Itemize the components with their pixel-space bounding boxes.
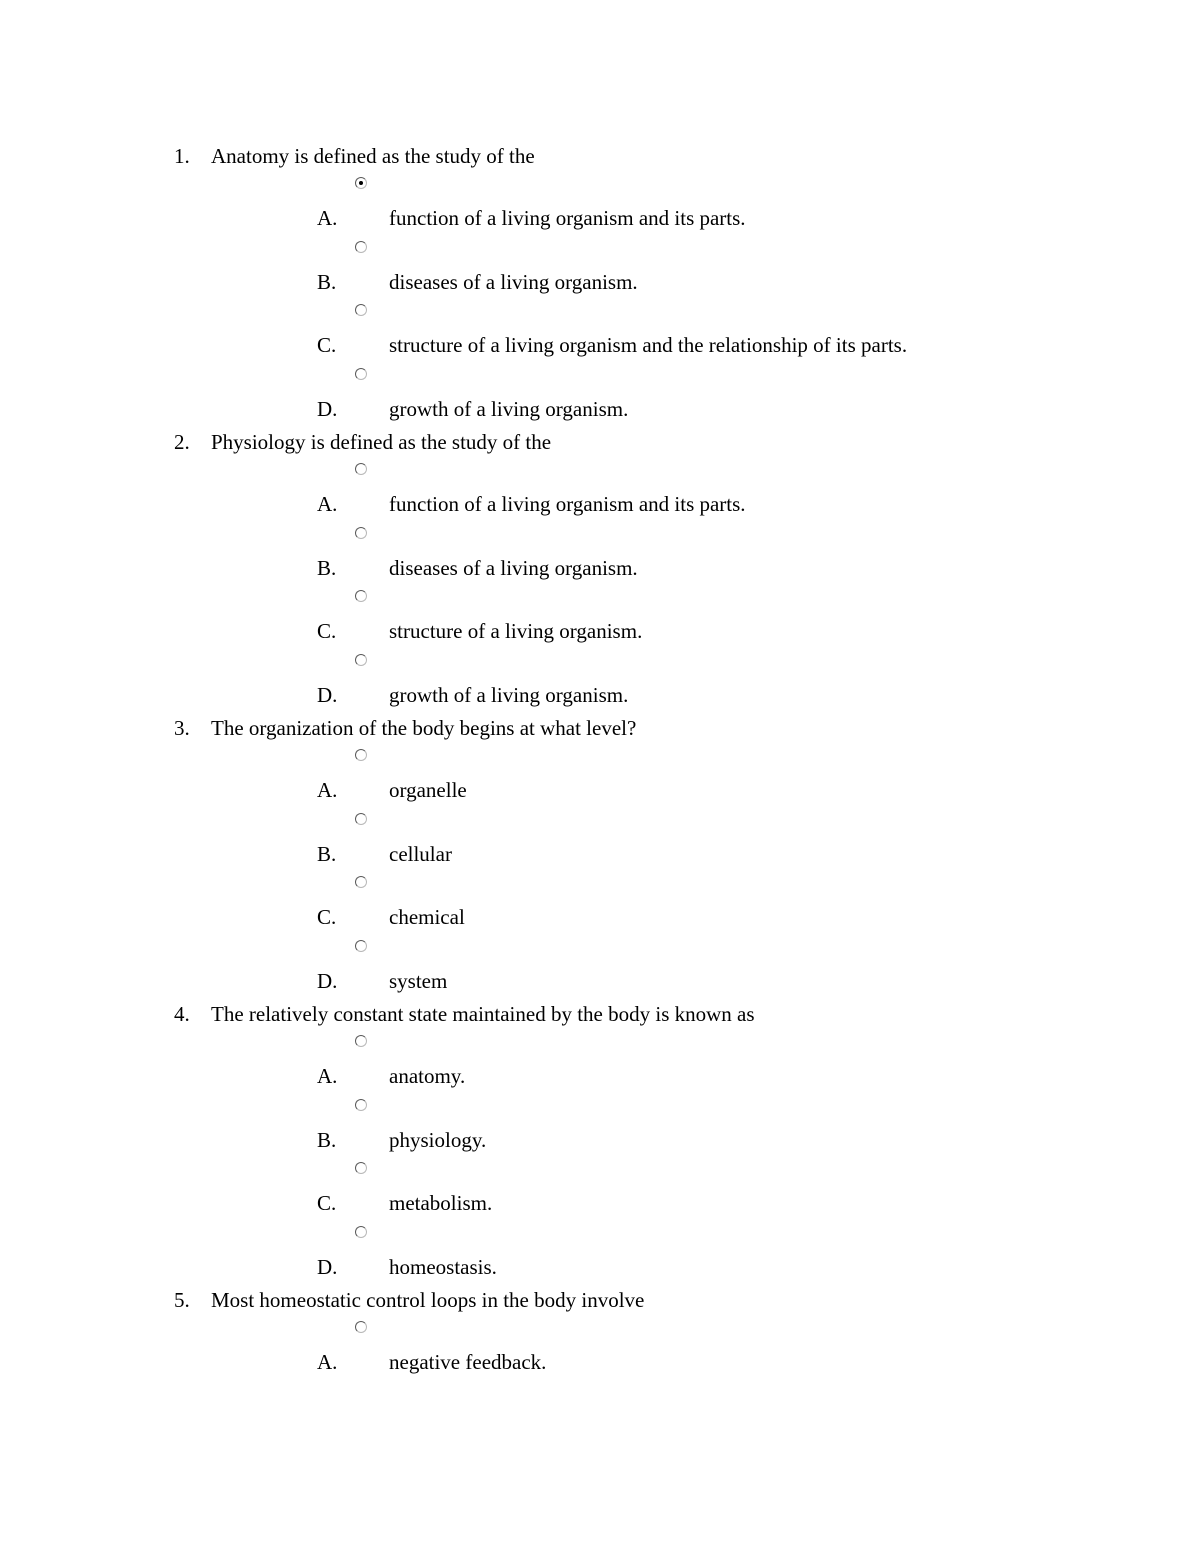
answer-option — [0, 1221, 1200, 1285]
radio-button[interactable] — [355, 241, 367, 253]
option-letter: A. — [317, 1064, 338, 1088]
radio-button[interactable] — [355, 940, 367, 952]
option-letter: B. — [317, 555, 337, 580]
radio-button[interactable] — [355, 368, 367, 380]
question-number: 1. — [174, 144, 190, 168]
option-letter: C. — [317, 619, 337, 643]
question-header — [0, 426, 1200, 458]
radio-button[interactable] — [355, 463, 367, 475]
question-2 — [0, 426, 1200, 712]
answer-option — [0, 649, 1200, 713]
option-letter: A. — [317, 206, 338, 230]
radio-button[interactable] — [355, 1035, 367, 1047]
answer-option — [0, 1030, 1200, 1094]
question-text: Physiology is defined as the study of the — [211, 430, 552, 454]
option-text: organelle — [389, 778, 467, 802]
question-text: The organization of the body begins at what level? — [211, 716, 637, 740]
radio-button[interactable] — [355, 813, 367, 825]
answer-option — [0, 871, 1200, 935]
answer-option — [0, 172, 1200, 236]
radio-button[interactable] — [355, 177, 367, 189]
option-letter: D. — [317, 1254, 338, 1279]
answer-option — [0, 522, 1200, 586]
radio-button[interactable] — [355, 527, 367, 539]
option-letter: C. — [317, 1191, 337, 1215]
answer-option — [0, 299, 1200, 363]
question-text: Most homeostatic control loops in the body involve — [211, 1288, 645, 1312]
option-letter: D. — [317, 396, 338, 421]
option-text: diseases of a living organism. — [389, 555, 638, 580]
question-number: 4. — [174, 1002, 190, 1026]
question-4 — [0, 998, 1200, 1284]
option-text: structure of a living organism and the relationship of its parts. — [389, 333, 908, 357]
option-text: metabolism. — [389, 1191, 493, 1215]
radio-button[interactable] — [355, 590, 367, 602]
answer-option — [0, 935, 1200, 999]
option-text: function of a living organism and its parts. — [389, 206, 746, 230]
question-number: 2. — [174, 430, 190, 454]
option-letter: C. — [317, 905, 337, 929]
radio-button[interactable] — [355, 1226, 367, 1238]
answer-option — [0, 808, 1200, 872]
question-1 — [0, 140, 1200, 426]
question-header — [0, 1284, 1200, 1316]
answer-option — [0, 1316, 1200, 1380]
option-text: physiology. — [389, 1127, 487, 1152]
option-text: growth of a living organism. — [389, 396, 629, 421]
option-letter: A. — [317, 1350, 338, 1374]
answer-option — [0, 1157, 1200, 1221]
option-text: function of a living organism and its parts. — [389, 492, 746, 516]
radio-button[interactable] — [355, 1321, 367, 1333]
radio-button[interactable] — [355, 1162, 367, 1174]
question-number: 3. — [174, 716, 190, 740]
answer-option — [0, 744, 1200, 808]
option-letter: A. — [317, 778, 338, 802]
option-text: growth of a living organism. — [389, 682, 629, 707]
option-text: cellular — [389, 841, 452, 866]
answer-option — [0, 458, 1200, 522]
answer-option — [0, 585, 1200, 649]
option-text: homeostasis. — [389, 1254, 497, 1279]
question-header — [0, 998, 1200, 1030]
option-letter: C. — [317, 333, 337, 357]
radio-button[interactable] — [355, 749, 367, 761]
option-letter: B. — [317, 269, 337, 294]
option-text: system — [389, 968, 448, 993]
question-number: 5. — [174, 1288, 190, 1312]
question-3 — [0, 712, 1200, 998]
option-letter: A. — [317, 492, 338, 516]
radio-button[interactable] — [355, 304, 367, 316]
option-letter: B. — [317, 841, 337, 866]
answer-option — [0, 236, 1200, 300]
question-text: Anatomy is defined as the study of the — [211, 144, 535, 168]
option-text: chemical — [389, 905, 465, 929]
option-text: structure of a living organism. — [389, 619, 643, 643]
question-5 — [0, 1284, 1200, 1380]
radio-button[interactable] — [355, 1099, 367, 1111]
answer-option — [0, 363, 1200, 427]
question-header — [0, 712, 1200, 744]
option-letter: D. — [317, 968, 338, 993]
radio-button[interactable] — [355, 654, 367, 666]
option-text: diseases of a living organism. — [389, 269, 638, 294]
question-text: The relatively constant state maintained by the body is known as — [211, 1002, 755, 1026]
answer-option — [0, 1094, 1200, 1158]
quiz-document — [0, 140, 1200, 1380]
radio-button[interactable] — [355, 876, 367, 888]
option-letter: B. — [317, 1127, 337, 1152]
option-text: anatomy. — [389, 1064, 466, 1088]
question-header — [0, 140, 1200, 172]
option-letter: D. — [317, 682, 338, 707]
option-text: negative feedback. — [389, 1350, 547, 1374]
